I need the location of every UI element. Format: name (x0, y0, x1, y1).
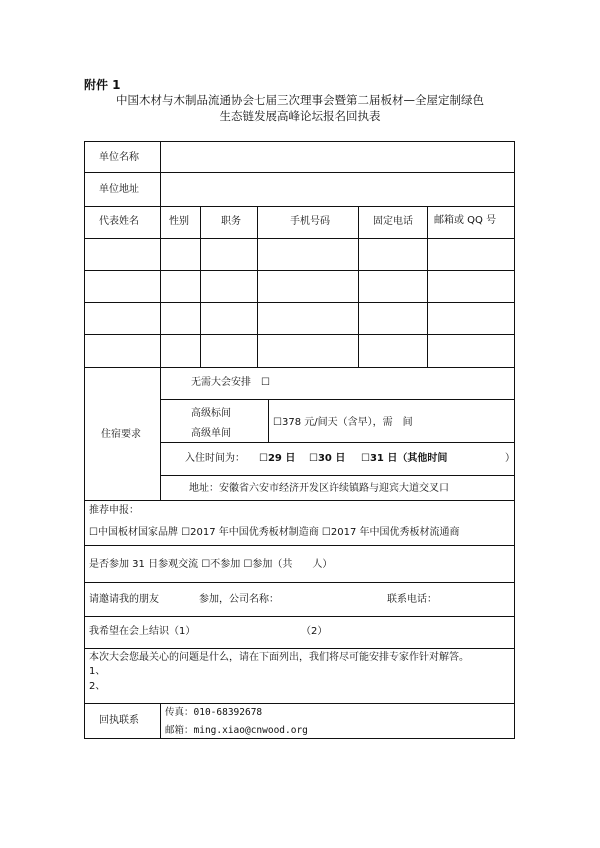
room-type-standard: 高级标间 (191, 408, 231, 419)
concern-text: 本次大会您最关心的问题是什么，请在下面列出，我们将尽可能安排专家作针对解答。 (89, 652, 469, 663)
checkin-label: 入住时间为： (185, 453, 245, 464)
unit-name-field[interactable] (161, 143, 513, 171)
form-title-line2: 生态链发展高峰论坛报名回执表 (219, 109, 381, 123)
table-row[interactable] (86, 271, 514, 302)
checkin-30-option[interactable]: ☐30 日 (309, 453, 346, 464)
concern-item-2[interactable]: 2、 (89, 681, 106, 692)
concern-item-1[interactable]: 1、 (89, 666, 106, 677)
meet-text[interactable]: 我希望在会上结识（1） (89, 626, 196, 637)
form-title-line1: 中国木材与木制品流通协会七届三次理事会暨第二届板材—全屋定制绿色 (116, 93, 484, 107)
unit-address-label: 单位地址 (99, 184, 139, 195)
visit-question[interactable]: 是否参加 31 日参观交流 ☐不参加 ☐参加（共 人） (89, 559, 333, 570)
table-row[interactable] (86, 239, 514, 270)
room-price-option[interactable]: ☐378 元/间天（含早），需 间 (273, 417, 413, 428)
header-representative-name: 代表姓名 (99, 216, 139, 227)
header-mobile: 手机号码 (290, 216, 330, 227)
accommodation-label: 住宿要求 (101, 429, 141, 440)
header-landline: 固定电话 (373, 216, 413, 227)
fax-number: 传真：010-68392678 (165, 707, 263, 718)
header-gender: 性别 (169, 216, 189, 227)
meet-second[interactable]: （2） (301, 626, 328, 637)
recommend-label: 推荐申报： (89, 505, 139, 516)
attachment-label: 附件 1 (84, 78, 121, 92)
table-row[interactable] (86, 335, 514, 366)
checkin-29-option[interactable]: ☐29 日 (259, 453, 296, 464)
invite-text[interactable]: 请邀请我的朋友 参加，公司名称： (89, 594, 279, 605)
checkin-31-option[interactable]: ☐31 日（其他时间 (361, 453, 448, 464)
unit-name-label: 单位名称 (99, 152, 139, 163)
checkin-close-paren: ） (505, 453, 515, 464)
contact-email[interactable]: 邮箱：ming.xiao@cnwood.org (165, 725, 308, 736)
header-position: 职务 (221, 216, 241, 227)
recommend-options[interactable]: ☐中国板材国家品牌 ☐2017 年中国优秀板材制造商 ☐2017 年中国优秀板材流通商 (89, 527, 460, 538)
venue-address: 地址：安徽省六安市经济开发区许续镇路与迎宾大道交叉口 (189, 483, 449, 494)
room-type-single: 高级单间 (191, 428, 231, 439)
registration-form-table (84, 141, 515, 739)
table-row[interactable] (86, 303, 514, 334)
unit-address-field[interactable] (161, 173, 513, 205)
invite-phone-label: 联系电话： (387, 594, 437, 605)
no-arrangement-option[interactable]: 无需大会安排 ☐ (191, 377, 270, 388)
header-email-qq: 邮箱或 QQ 号 (434, 215, 497, 226)
contact-label: 回执联系 (99, 715, 139, 726)
